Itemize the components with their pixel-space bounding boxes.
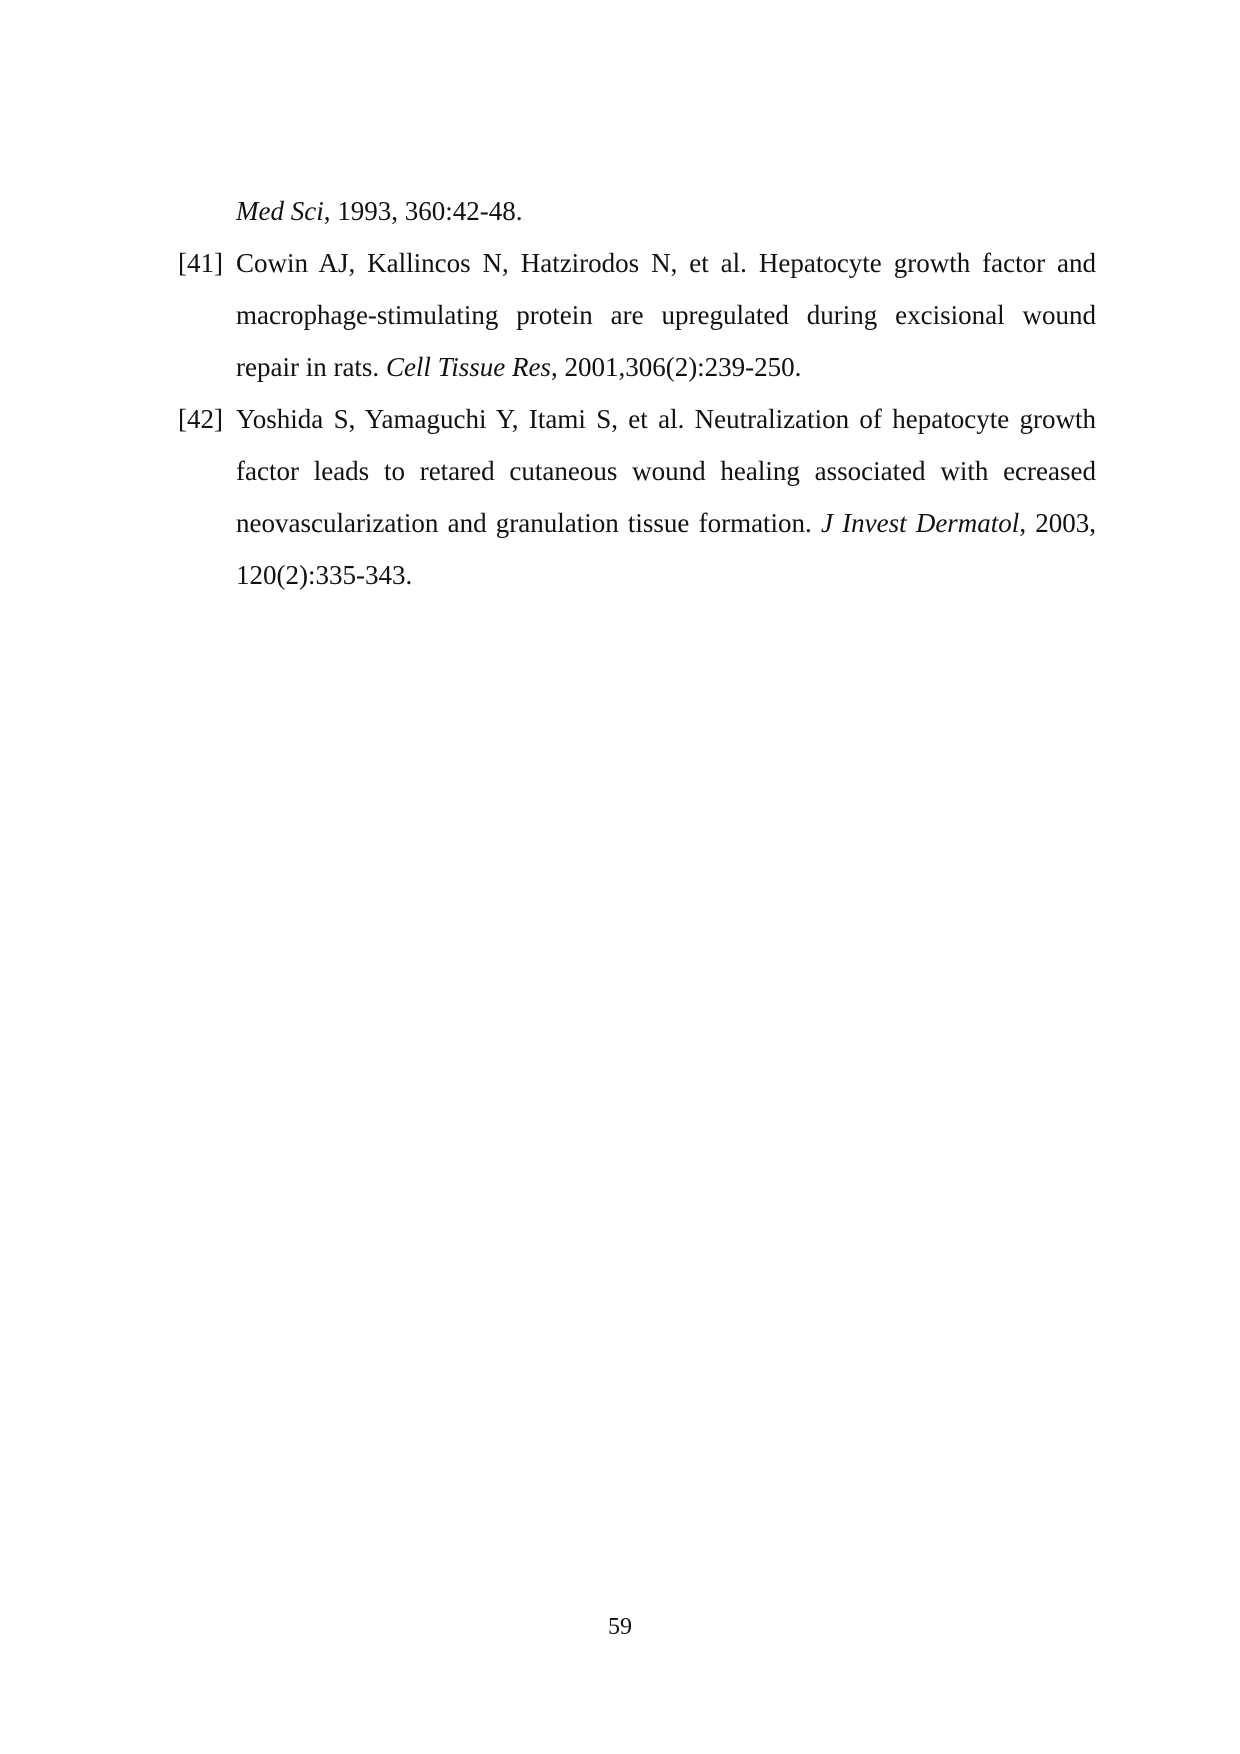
reference-list bbox=[178, 185, 1096, 601]
reference-details: , 2001,306(2):239-250. bbox=[550, 352, 802, 382]
reference-number: [41] bbox=[178, 248, 223, 278]
journal-name: Med Sci bbox=[236, 196, 324, 226]
reference-item bbox=[178, 237, 1096, 393]
reference-item bbox=[178, 393, 1096, 601]
reference-details: , 1993, 360:42-48. bbox=[323, 196, 523, 226]
reference-text: Yoshida S, Yamaguchi Y, Itami S, et al. Neutralization of hepatocyte growth factor leads to retared cutaneous wound healing associated with ecreased neovascularization and granulation tissue formation. bbox=[236, 404, 1096, 538]
reference-text: Cowin AJ, Kallincos N, Hatzirodos N, et al. Hepatocyte growth factor and macrophage-stimulating protein are upregulated during excisional wound repair in rats. bbox=[236, 248, 1096, 382]
reference-details: , 2003, 120(2):335-343. bbox=[236, 508, 1096, 590]
reference-continuation bbox=[178, 185, 1096, 237]
reference-number: [42] bbox=[178, 404, 223, 434]
page-number: 59 bbox=[608, 1614, 632, 1640]
journal-name: Cell Tissue Res bbox=[385, 352, 551, 382]
journal-name: J Invest Dermatol bbox=[821, 508, 1020, 538]
